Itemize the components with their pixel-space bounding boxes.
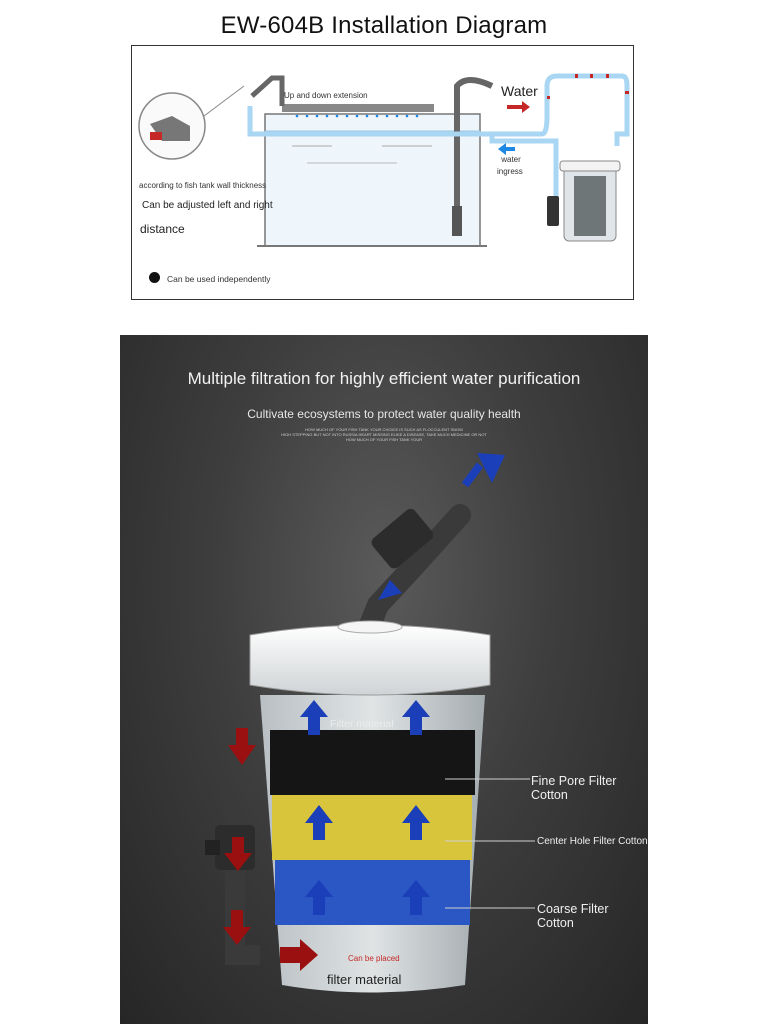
- ingress-label-2: ingress: [497, 167, 523, 176]
- foam-center: [272, 795, 472, 860]
- ingress-label-1: water: [501, 155, 521, 164]
- filter-material-top: Filter material: [330, 718, 394, 730]
- filter-material-bottom: filter material: [327, 972, 402, 987]
- callout-distance: distance: [140, 222, 185, 236]
- outflow-arrow: [507, 101, 530, 113]
- extension-label: Up and down extension: [284, 91, 368, 100]
- callout-adjust: Can be adjusted left and right: [142, 200, 273, 211]
- installation-diagram: [131, 45, 634, 300]
- fine-line-2: HIGH STEPPING BUT NOT INTO RUSSIA HEART MISSING ELIKE A DISEASE, TAKE MUCH MEDICINE OR NOT: [281, 432, 487, 437]
- can-be-placed: Can be placed: [348, 954, 400, 963]
- product-photo: [120, 335, 648, 1024]
- foam-fine: [270, 730, 475, 795]
- foam-coarse: [275, 860, 470, 925]
- spray-bar: [282, 104, 434, 112]
- fine-line-1: HOW MUCH OF YOUR FISH TANK YOUR CHOICE IS SUCH AS FLOCCULENT SNOW: [305, 427, 463, 432]
- photo-subheadline: Cultivate ecosystems to protect water quality health: [247, 407, 521, 421]
- diagram-drawing: [132, 46, 635, 301]
- label-fine-pore: Fine Pore Filter Cotton: [531, 774, 617, 802]
- label-coarse: Coarse Filter Cotton: [537, 902, 609, 930]
- ingress-arrow: [498, 143, 515, 155]
- fine-line-3: HOW MUCH OF YOUR FISH TANK YOUR: [345, 437, 423, 442]
- page-title: EW-604B Installation Diagram: [220, 12, 548, 39]
- callout-thickness: according to fish tank wall thickness: [139, 181, 267, 190]
- legend-text: Can be used independently: [167, 274, 271, 284]
- legend-dot: [149, 272, 160, 283]
- water-label: Water: [501, 83, 538, 99]
- label-center-hole: Center Hole Filter Cotton: [537, 836, 648, 847]
- photo-headline: Multiple filtration for highly efficient water purification: [187, 369, 581, 388]
